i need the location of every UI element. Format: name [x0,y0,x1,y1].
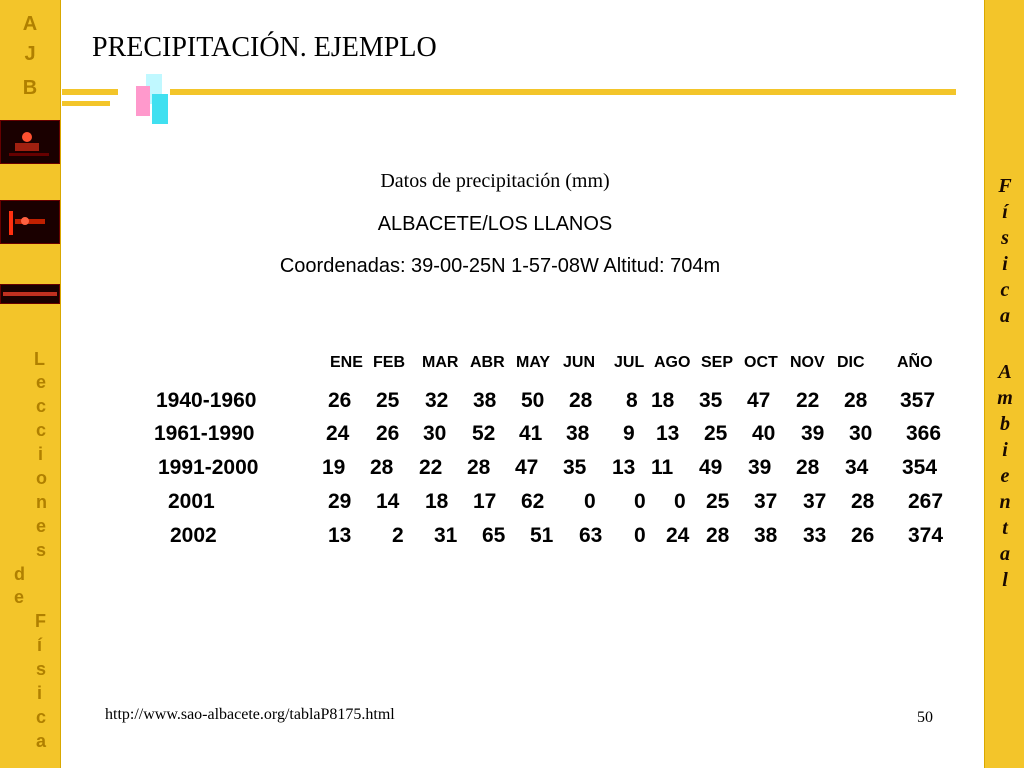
sidebar-letter: e [14,587,25,607]
table-cell: 19 [322,456,346,479]
table-cell: 22 [796,389,820,412]
sidebar-letter: s [1001,227,1009,249]
column-header: JUL [614,354,645,371]
table-cell: 8 [626,389,638,412]
sidebar-letter: e [1000,465,1010,487]
sidebar-letter: o [36,468,47,488]
sidebar-letter: n [36,492,47,512]
table-cell: 30 [423,422,447,445]
column-header: ABR [470,354,505,371]
sidebar-letter: n [999,491,1011,513]
table-cell: 35 [699,389,723,412]
sidebar-letter: i [38,444,44,464]
table-cell: 28 [851,490,875,513]
table-cell: 17 [473,490,497,513]
table-cell: 24 [326,422,350,445]
sidebar-letter: í [37,635,43,655]
thumbnail-image-3 [0,284,60,304]
sidebar-letter: c [1000,279,1010,301]
table-cell: 32 [425,389,449,412]
sidebar-letter: a [1000,543,1010,565]
table-cell: 0 [674,490,686,513]
column-header: AGO [654,354,691,371]
logo-letter-a: A [22,13,38,35]
table-cell: 267 [908,490,944,513]
table-cell: 0 [584,490,596,513]
sidebar-letter: F [998,175,1012,197]
sidebar-letter: m [997,387,1013,409]
logo-letter-b: B [22,77,38,99]
decoration [136,86,150,116]
sidebar-letter: í [1002,201,1008,223]
table-cell: 39 [748,456,772,479]
column-header: AÑO [897,354,933,371]
station-name: ALBACETE/LOS LLANOS [377,213,613,235]
column-header: DIC [837,354,865,371]
table-cell: 31 [434,524,458,547]
column-header: MAR [422,354,459,371]
table-cell: 0 [634,524,646,547]
table-cell: 63 [579,524,603,547]
sidebar-letter: A [998,361,1012,383]
table-cell: 11 [651,456,674,479]
table-cell: 34 [845,456,869,479]
logo-letter-j: J [24,43,36,65]
table-cell: 62 [521,490,545,513]
sidebar-letter: b [1000,413,1010,435]
sidebar-letter: l [1002,569,1008,591]
table-cell: 28 [467,456,491,479]
table-cell: 39 [801,422,825,445]
row-label: 2002 [170,524,217,547]
table-cell: 49 [699,456,723,479]
sidebar-letter: e [36,372,47,392]
table-cell: 13 [612,456,636,479]
sidebar-letter: e [36,516,47,536]
table-cell: 37 [754,490,778,513]
table-cell: 9 [623,422,635,445]
table-cell: 357 [900,389,936,412]
table-cell: 28 [370,456,394,479]
table-cell: 25 [706,490,730,513]
table-cell: 13 [328,524,352,547]
table-cell: 366 [906,422,942,445]
decoration [152,94,168,124]
table-cell: 30 [849,422,873,445]
table-cell: 33 [803,524,827,547]
column-header: JUN [563,354,596,371]
table-cell: 354 [902,456,938,479]
sidebar-letter: i [1002,253,1008,275]
row-label: 1940-1960 [156,389,257,412]
table-cell: 26 [376,422,400,445]
sidebar-letter: a [1000,305,1010,327]
data-caption: Datos de precipitación (mm) [380,170,610,192]
table-cell: 18 [651,389,675,412]
sidebar-letter: c [36,420,47,440]
table-cell: 38 [473,389,497,412]
right-sidebar [984,0,1024,768]
table-cell: 25 [376,389,400,412]
sidebar-letter: i [1002,439,1008,461]
table-cell: 28 [796,456,820,479]
slide-title: PRECIPITACIÓN. EJEMPLO [92,32,437,63]
column-header: ENE [330,354,363,371]
table-cell: 26 [328,389,352,412]
table-cell: 22 [419,456,443,479]
source-url[interactable]: http://www.sao-albacete.org/tablaP8175.html [105,706,395,723]
row-label: 1961-1990 [154,422,255,445]
column-header: OCT [744,354,778,371]
table-cell: 13 [656,422,680,445]
table-cell: 14 [376,490,400,513]
thumbnail-image-1 [0,120,60,164]
station-coordinates: Coordenadas: 39-00-25N 1-57-08W Altitud: 704m [279,255,721,277]
table-cell: 26 [851,524,875,547]
table-cell: 2 [392,524,404,547]
sidebar-letter: d [14,564,25,584]
sidebar-letter: L [34,349,45,369]
divider [62,89,118,95]
table-cell: 52 [472,422,496,445]
sidebar-letter: a [36,731,47,751]
page-number: 50 [917,709,933,726]
left-sidebar [0,0,61,768]
divider [62,101,110,106]
column-header: NOV [790,354,825,371]
table-cell: 28 [569,389,593,412]
table-cell: 37 [803,490,827,513]
table-cell: 24 [666,524,690,547]
sidebar-letter: s [36,540,47,560]
sidebar-letter: s [36,659,47,679]
sidebar-letter: F [35,611,46,631]
table-cell: 40 [752,422,776,445]
table-cell: 47 [515,456,539,479]
column-header: FEB [373,354,405,371]
table-cell: 47 [747,389,771,412]
column-header: SEP [701,354,734,371]
table-cell: 35 [563,456,587,479]
table-cell: 374 [908,524,944,547]
sidebar-letter: i [37,683,43,703]
table-cell: 18 [425,490,449,513]
column-header: MAY [516,354,551,371]
table-cell: 25 [704,422,728,445]
sidebar-letter: c [36,707,47,727]
sidebar-letter: c [36,396,47,416]
table-cell: 0 [634,490,646,513]
table-cell: 38 [754,524,778,547]
row-label: 1991-2000 [158,456,259,479]
sidebar-letter: t [1002,517,1008,539]
table-cell: 38 [566,422,590,445]
table-cell: 41 [519,422,543,445]
row-label: 2001 [168,490,215,513]
table-cell: 65 [482,524,506,547]
divider [170,89,956,95]
table-cell: 28 [844,389,868,412]
table-cell: 51 [530,524,554,547]
table-cell: 50 [521,389,545,412]
table-cell: 28 [706,524,730,547]
table-cell: 29 [328,490,352,513]
